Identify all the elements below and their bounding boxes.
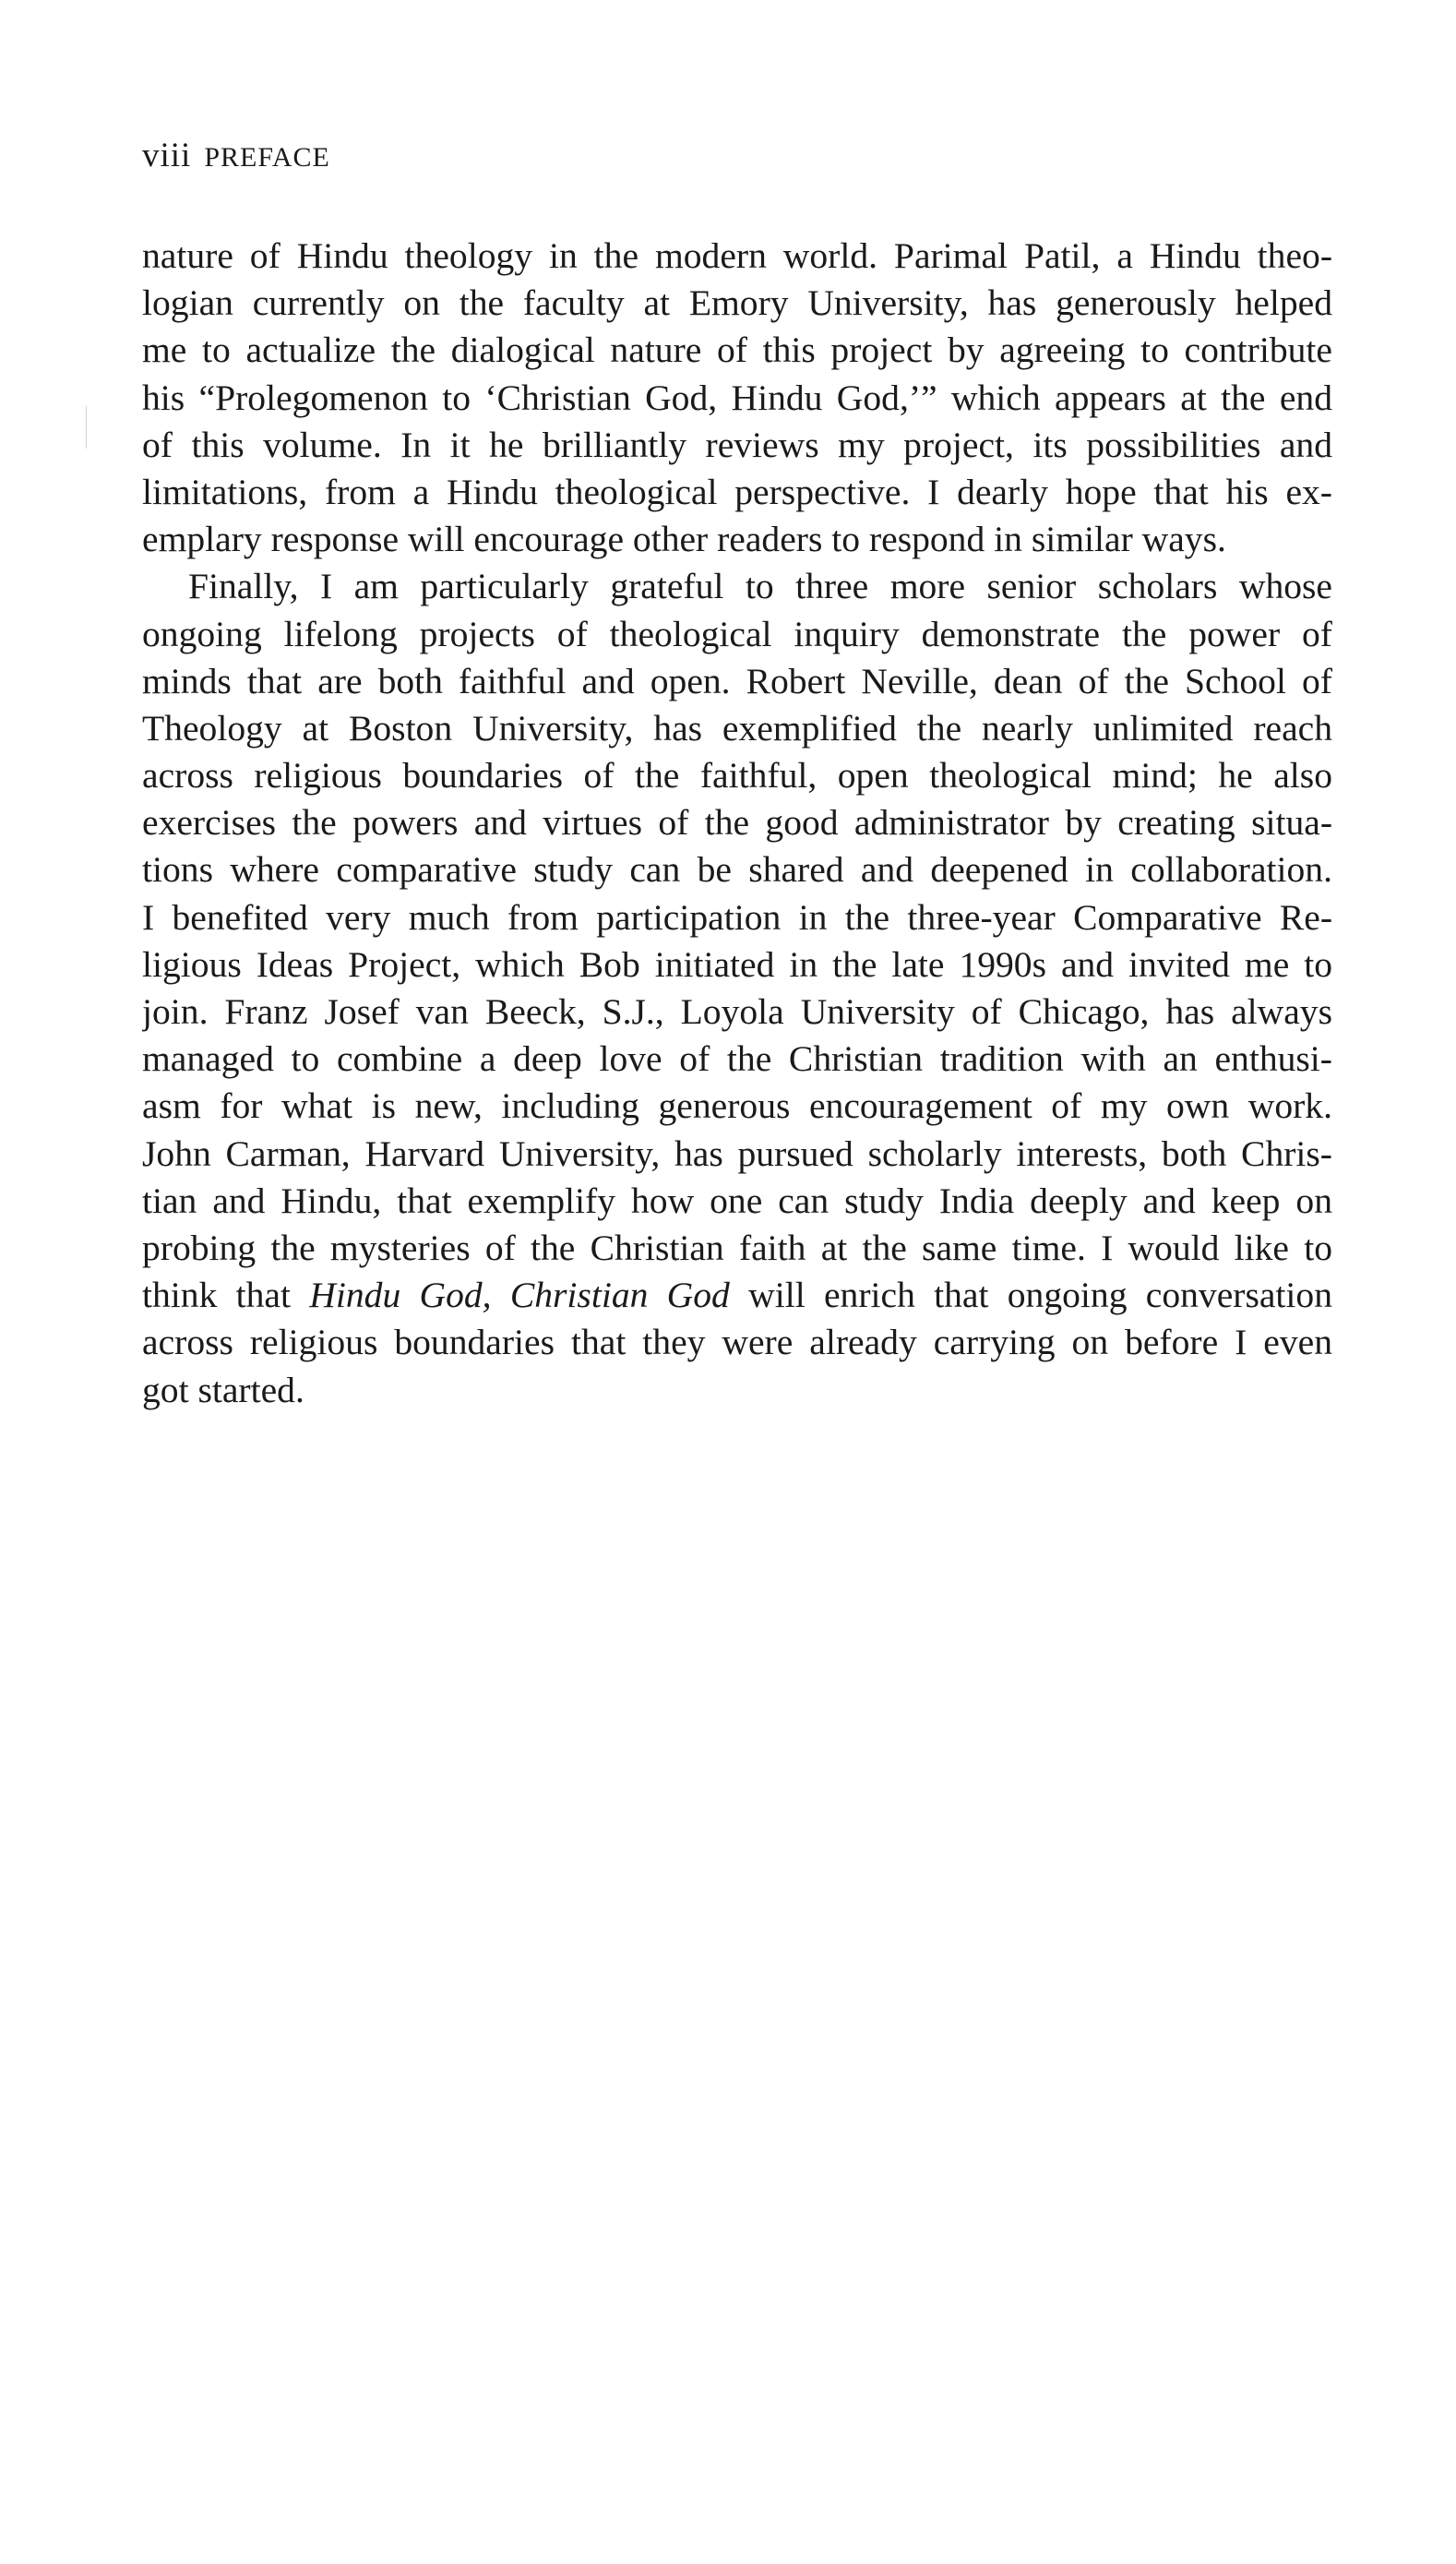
text-line: managed to combine a deep love of the Christian tradition with an enthusi- (142, 1038, 1332, 1080)
text-line: got started. (142, 1369, 304, 1410)
text-line: asm for what is new, including generous encouragement of my own work. (142, 1085, 1332, 1127)
text-line: nature of Hindu theology in the modern world. Parimal Patil, a Hindu theo- (142, 235, 1332, 276)
text-line: of this volume. In it he brilliantly reviews my project, its possibilities and (142, 424, 1332, 465)
text-line: emplary response will encourage other readers to respond in similar ways. (142, 519, 1226, 560)
body-text (142, 233, 1332, 1414)
book-title: Hindu God, Christian God (309, 1275, 730, 1316)
text-line: across religious boundaries that they were already carrying on before I even (142, 1322, 1332, 1363)
running-head (142, 138, 330, 173)
text-line: join. Franz Josef van Beeck, S.J., Loyola University of Chicago, has always (142, 991, 1332, 1032)
text-line: ongoing lifelong projects of theological inquiry demonstrate the power of (142, 613, 1332, 654)
text-line: probing the mysteries of the Christian faith at the same time. I would like to (142, 1227, 1332, 1268)
page-number: viii (142, 137, 192, 174)
text-line: I benefited very much from participation in the three-year Comparative Re- (142, 896, 1332, 938)
text-fragment: think that (142, 1275, 310, 1316)
section-title: PREFACE (204, 142, 330, 173)
text-line: logian currently on the faculty at Emory University, has generously helped (142, 282, 1332, 324)
text-line: Theology at Boston University, has exemplified the nearly unlimited reach (142, 707, 1332, 749)
text-line-with-title (142, 1272, 1332, 1319)
text-line: exercises the powers and virtues of the good administrator by creating situa- (142, 802, 1332, 844)
text-line: ligious Ideas Project, which Bob initiated in the late 1990s and invited me to (142, 943, 1332, 985)
text-line: limitations, from a Hindu theological perspective. I dearly hope that his ex- (142, 471, 1332, 512)
paragraph-continued (142, 233, 1332, 563)
text-line: Finally, I am particularly grateful to three more senior scholars whose (188, 566, 1332, 607)
margin-mark (86, 406, 87, 449)
text-line: tian and Hindu, that exemplify how one can study India deeply and keep on (142, 1180, 1332, 1221)
text-line: John Carman, Harvard University, has pursued scholarly interests, both Chris- (142, 1132, 1332, 1174)
text-line: across religious boundaries of the faithful, open theological mind; he also (142, 755, 1332, 797)
text-line: me to actualize the dialogical nature of this project by agreeing to contribute (142, 329, 1332, 371)
text-line: minds that are both faithful and open. Robert Neville, dean of the School of (142, 660, 1332, 701)
text-line: his “Prolegomenon to ‘Christian God, Hindu God,’” which appears at the end (142, 377, 1332, 418)
text-line: tions where comparative study can be shared and deepened in collaboration. (142, 849, 1332, 891)
text-fragment: will enrich that ongoing conversation (729, 1275, 1332, 1316)
paragraph-acknowledgments (142, 563, 1332, 1413)
